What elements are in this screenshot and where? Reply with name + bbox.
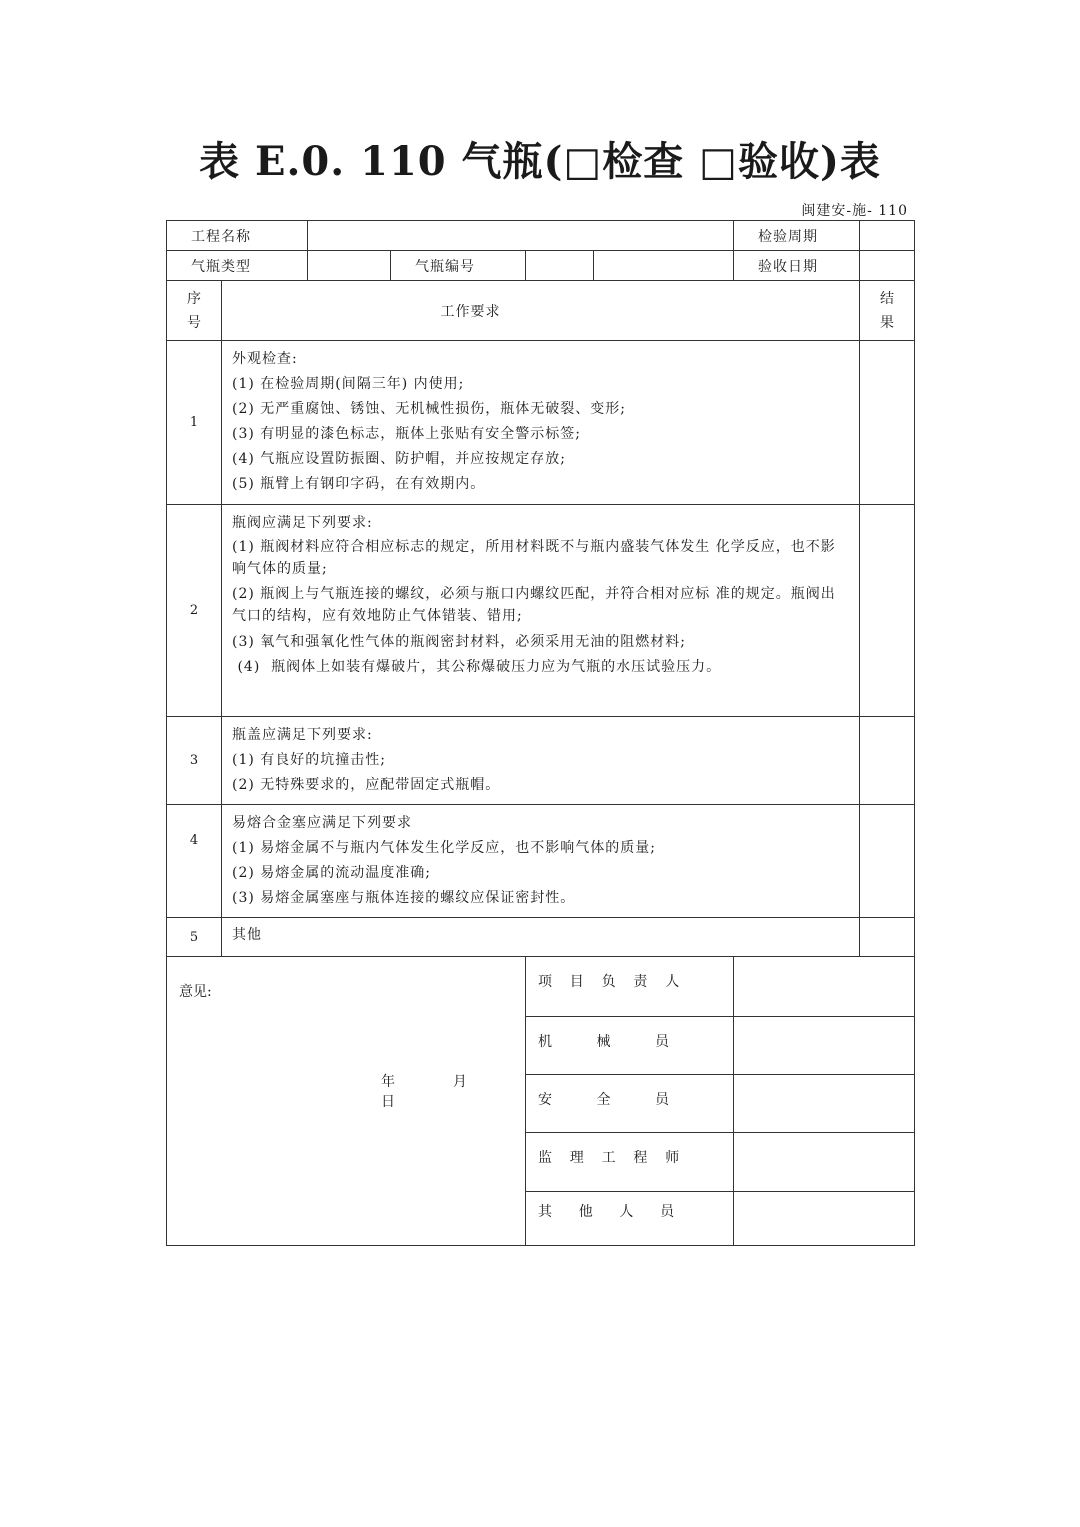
item-line: (1) 易熔金属不与瓶内气体发生化学反应，也不影响气体的质量; [232,840,656,856]
header-row-1 [167,221,915,251]
day-label: 日 [381,1094,396,1110]
item-row [167,341,915,505]
signatory-role: 项 目 负 责 人 [526,957,734,1017]
item-line: (2) 无特殊要求的，应配带固定式瓶帽。 [232,777,501,793]
header-row-2 [167,251,915,281]
item-requirements [222,918,860,957]
cylinder-no-label: 气瓶编号 [391,251,526,281]
opinion-label: 意见: [179,984,212,1000]
item-row [167,717,915,805]
item-line: (1) 有良好的坑撞击性; [232,752,386,768]
cylinder-no-value[interactable] [526,251,594,281]
item-heading: 瓶盖应满足下列要求: [232,727,373,743]
seq-header-top: 序 [187,290,201,307]
item-line: (4) 气瓶应设置防振圈、防护帽，并应按规定存放; [232,451,566,467]
item-row [167,918,915,957]
item-result[interactable] [860,341,915,505]
inspection-cycle-value[interactable] [860,221,915,251]
item-line: (5) 瓶臂上有钢印字码，在有效期内。 [232,476,486,492]
item-heading: 其他 [232,926,262,943]
item-line: (4) 瓶阀体上如装有爆破片，其公称爆破压力应为气瓶的水压试验压力。 [232,659,722,675]
item-result[interactable] [860,805,915,918]
signatory-signature[interactable] [734,1017,915,1075]
item-heading: 瓶阀应满足下列要求: [232,515,373,531]
item-heading: 外观检查: [232,351,298,367]
form-code: 闽建安-施- 110 [801,203,908,219]
item-result[interactable] [860,717,915,805]
spacer-cell [594,251,734,281]
item-row [167,805,915,918]
signature-row [167,957,915,1017]
inspection-table [166,220,915,1246]
item-number: 1 [167,341,222,505]
item-requirements [222,341,860,505]
item-line: (1) 瓶阀材料应符合相应标志的规定，所用材料既不与瓶内盛装气体发生 化学反应，也不影响气体的质量; [232,539,836,577]
project-name-value[interactable] [308,221,734,251]
signatory-role: 机 械 员 [526,1017,734,1075]
signatory-signature[interactable] [734,1192,915,1246]
signatory-role: 其 他 人 员 [526,1192,734,1246]
month-label: 月 [452,1074,468,1090]
cylinder-type-value[interactable] [308,251,391,281]
seq-header [167,281,222,341]
item-number: 4 [167,805,222,918]
item-line: (3) 易熔金属塞座与瓶体连接的螺纹应保证密封性。 [232,890,576,906]
signatory-signature[interactable] [734,1075,915,1133]
item-line: (2) 易熔金属的流动温度准确; [232,865,431,881]
item-line: (3) 有明显的漆色标志，瓶体上张贴有安全警示标签; [232,426,581,442]
seq-header-bottom: 号 [187,314,201,331]
signatory-role: 监 理 工 程 师 [526,1133,734,1192]
item-row [167,505,915,717]
year-label: 年 [381,1074,396,1090]
item-result[interactable] [860,505,915,717]
inspection-cycle-label: 检验周期 [734,221,860,251]
item-result[interactable] [860,918,915,957]
result-header-bottom: 果 [880,314,894,331]
item-line: (2) 瓶阀上与气瓶连接的螺纹，必须与瓶口内螺纹匹配，并符合相对应标 准的规定。瓶阀出气口的结构，应有效地防止气体错装、错用; [232,586,836,624]
date-line [381,1071,525,1111]
item-number: 3 [167,717,222,805]
item-line: (2) 无严重腐蚀、锈蚀、无机械性损伤，瓶体无破裂、变形; [232,401,626,417]
item-requirements [222,805,860,918]
column-header-row [167,281,915,341]
item-number: 5 [167,918,222,957]
acceptance-date-label: 验收日期 [734,251,860,281]
item-heading: 易熔合金塞应满足下列要求 [232,815,412,831]
item-line: (3) 氧气和强氧化性气体的瓶阀密封材料，必须采用无油的阻燃材料; [232,634,686,650]
project-name-label: 工程名称 [167,221,308,251]
item-requirements [222,717,860,805]
item-line: (1) 在检验周期(间隔三年) 内使用; [232,376,465,392]
signatory-role: 安 全 员 [526,1075,734,1133]
page-title: 表 E.0. 110 气瓶(□检查 □验收)表 [199,138,881,185]
signatory-signature[interactable] [734,1133,915,1192]
acceptance-date-value[interactable] [860,251,915,281]
signatory-signature[interactable] [734,957,915,1017]
result-header-top: 结 [880,290,894,307]
cylinder-type-label: 气瓶类型 [167,251,308,281]
result-header [860,281,915,341]
item-number: 2 [167,505,222,717]
requirement-header: 工作要求 [222,281,860,341]
opinion-cell[interactable] [167,957,526,1246]
item-requirements [222,505,860,717]
